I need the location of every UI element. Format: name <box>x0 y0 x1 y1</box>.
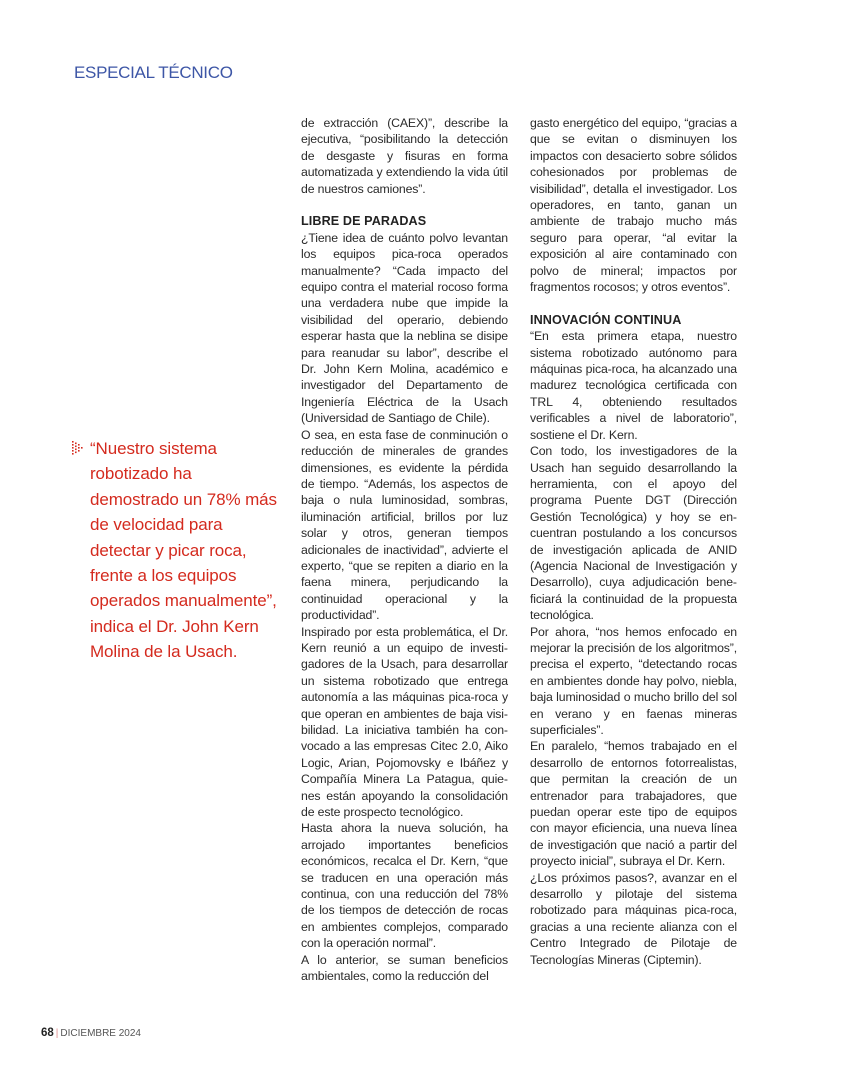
article-column-1 <box>301 115 508 985</box>
paragraph: Con todo, los investigadores de la Usach han seguido desarrollando la herramienta, con el apoyo del programa Puente DGT (Dirección Gestión Tecnológica) y hoy se encuentran postulando a los concursos de investigación aplicada de ANID (Agencia Nacional de Investigación y Desarrollo), cuya adjudicación beneficiará la continuidad de la propuesta tecnológica. <box>530 444 737 623</box>
page-number: 68 <box>41 1027 54 1039</box>
section-heading: INNOVACIÓN CONTINUA <box>530 312 682 327</box>
paragraph: gasto energético del equipo, “gracias a que se evitan o disminuyen los impactos con desacierto sobre sólidos cohesionados por problemas de visibilidad”, detalla el investigador. Los operadores, en tanto, ganan un ambiente de trabajo mucho más seguro para operar, “al evitar la exposición al aire contaminado con polvo de mineral; impactos por fragmentos rocosos; y otros eventos”. <box>530 116 737 295</box>
paragraph: Por ahora, “nos hemos enfocado en mejorar la precisión de los algoritmos”, precisa el experto, “detectando rocas en ambientes donde hay polvo, niebla, baja luminosidad o mucho brillo del sol en verano y en faenas mineras superficiales”. <box>530 624 737 738</box>
paragraph: Inspirado por esta problemática, el Dr. Kern reunió a un equipo de investigadores de la Usach, para desarrollar un sistema robotizado que entrega autonomía a las máquinas pica-roca y que operan en ambientes de baja visibilidad. La iniciativa también ha convocado a las empresas Citec 2.0, Aiko Logic, Arian, Pojomovsky e Ibáñez y Compañía Minera La Patagua, quienes están apoyando la consolidación de este prospecto tecnológico. <box>301 624 508 820</box>
section-heading: LIBRE DE PARADAS <box>301 214 427 229</box>
paragraph: ¿Los próximos pasos?, avanzar en el desarrollo y pilotaje del sistema robotizado para máquinas pica-roca, gracias a una reciente alianza con el Centro Integrado de Pilotaje de Tecnologías Mineras (Ciptemin). <box>530 870 737 967</box>
page-footer <box>41 1027 141 1039</box>
paragraph: Hasta ahora la nueva solución, ha arrojado importantes beneficios económicos, recalca el Dr. Kern, “que se traducen en una operación más continua, con una reducción del 78% de los tiempos de detección de rocas en ambientes complejos, comparado con la operación normal”. <box>301 821 508 951</box>
paragraph: En paralelo, “hemos trabajado en el desarrollo de entornos fotorrealistas, que permitan la creación de un entrenador para trabajadores, que puedan operar este tipo de equipos con mayor eficiencia, una nueva línea de investigación que nació a partir del proyecto inicial”, subraya el Dr. Kern. <box>530 739 737 869</box>
paragraph: A lo anterior, se suman beneficios ambientales, como la reducción del <box>301 952 508 984</box>
dotted-quote-icon <box>72 441 84 455</box>
paragraph: “En esta primera etapa, nuestro sistema robotizado autónomo para máquinas pica-roca, ha alcanzado una madurez tecnológica certificada con TRL 4, obteniendo resultados verificables a nivel de laboratorio”, sostiene el Dr. Kern. <box>530 329 737 442</box>
pull-quote: “Nuestro sistema robotizado ha demostrado un 78% más de velocidad para detectar y picar roca, frente a los equipos operados manualmente”, indica el Dr. John Kern Molina de la Usach. <box>90 439 277 662</box>
paragraph: ¿Tiene idea de cuánto polvo levantan los equipos pica-roca operados manualmente? “Cada impacto del equipo contra el material rocoso forma una verdadera nube que impide la visibilidad del operario, debiendo esperar hasta que la neblina se disipe para reanudar su labor”, describe el Dr. John Kern Molina, académico e investigador del Departamento de Ingeniería Eléctrica de la Usach (Universidad de Santiago de Chile). <box>301 230 508 426</box>
article-column-2 <box>530 115 737 968</box>
issue-date: DICIEMBRE 2024 <box>60 1028 141 1039</box>
paragraph: de extracción (CAEX)”, describe la ejecutiva, “posibilitando la detección de desgaste y fisuras en forma automatizada y extendiendo la vida útil de nuestros camiones”. <box>301 116 508 196</box>
paragraph: O sea, en esta fase de conminución o reducción de minerales de grandes dimensiones, es evidente la pérdida de tiempo. “Además, los aspectos de baja o nula luminosidad, sombras, iluminación artificial, brillos por luz solar y otros, generan tiempos adicionales de inactividad”, advierte el experto, “que se repiten a diario en la faena minera, perjudicando la continuidad operacional y la productividad”. <box>301 427 508 623</box>
footer-separator: | <box>55 1028 59 1039</box>
section-label: ESPECIAL TÉCNICO <box>74 63 233 82</box>
